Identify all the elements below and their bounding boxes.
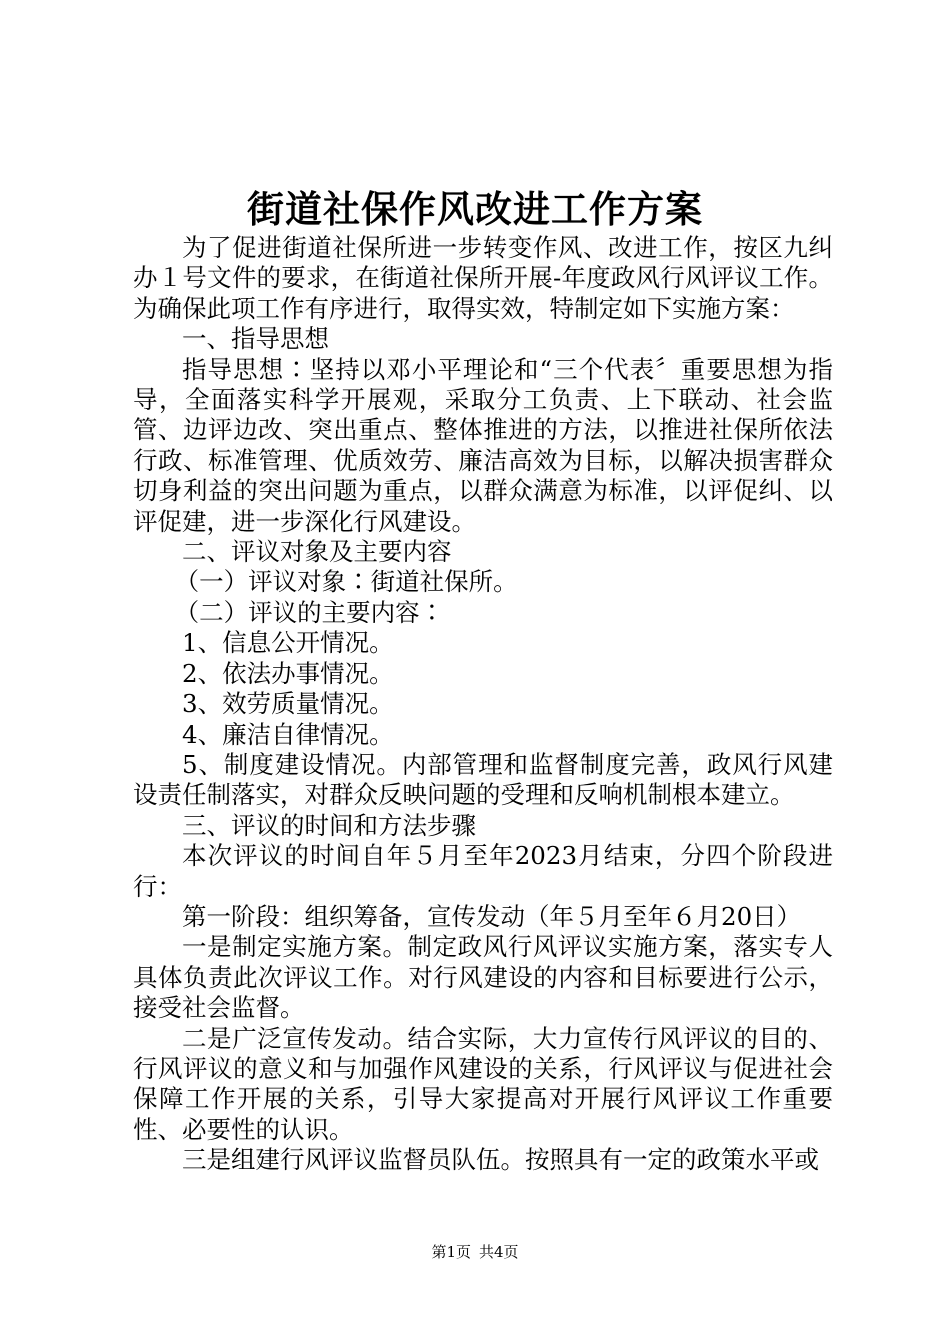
section-heading-targets-content: 二、评议对象及主要内容 — [182, 537, 452, 567]
paragraph-step-three: 三是组建行风评议监督员队伍。按照具有一定的政策水平或 — [182, 1145, 819, 1175]
list-item: 1、信息公开情况。 — [182, 628, 394, 658]
list-item: 5、制度建设情况。内部管理和监督制度完善，政风行风建设责任制落实，对群众反映问题的受理和反响机制根本建立。 — [133, 749, 833, 810]
list-item: 4、廉洁自律情况。 — [182, 719, 394, 749]
page-total: 共4页 — [479, 1243, 519, 1261]
stage-heading-first: 第一阶段：组织筹备，宣传发动（年５月至年６月20日） — [182, 901, 802, 931]
page-number: 第1页 — [431, 1243, 471, 1261]
document-body — [133, 233, 833, 1176]
list-item: 3、效劳质量情况。 — [182, 689, 394, 719]
paragraph-step-one: 一是制定实施方案。制定政风行风评议实施方案，落实专人具体负责此次评议工作。对行风建设的内容和目标要进行公示，接受社会监督。 — [133, 932, 833, 1023]
page-footer — [0, 1242, 950, 1262]
sub-item-main-content: （二）评议的主要内容∶ — [174, 597, 445, 627]
paragraph-intro: 为了促进街道社保所进一步转变作风、改进工作，按区九纠办１号文件的要求，在街道社保所开展-年度政风行风评议工作。为确保此项工作有序进行，取得实效，特制定如下实施方案： — [133, 233, 833, 323]
paragraph-guiding-ideology: 指导思想∶坚持以邓小平理论和“三个代表〞重要思想为指导，全面落实科学开展观，采取分工负责、上下联动、社会监管、边评边改、突出重点、整体推进的方法，以推进社保所依法行政、标准管理、优质效劳、廉洁高效为目标，以解决损害群众切身利益的突出问题为重点，以群众满意为标准，以评促纠、以评促建，进一步深化行风建设。 — [133, 354, 833, 536]
document-title: 街道社保作风改进工作方案 — [247, 187, 703, 231]
section-heading-time-method: 三、评议的时间和方法步骤 — [182, 810, 476, 840]
section-heading-guiding-ideology: 一、指导思想 — [182, 324, 329, 354]
sub-item-evaluation-target: （一）评议对象∶街道社保所。 — [174, 567, 518, 597]
list-item: 2、依法办事情况。 — [182, 658, 394, 688]
paragraph-step-two: 二是广泛宣传发动。结合实际，大力宣传行风评议的目的、行风评议的意义和与加强作风建设的关系，行风评议与促进社会保障工作开展的关系，引导大家提高对开展行风评议工作重要性、必要性的认识。 — [133, 1023, 833, 1144]
paragraph-timeframe: 本次评议的时间自年５月至年2023月结束，分四个阶段进行： — [133, 841, 833, 901]
